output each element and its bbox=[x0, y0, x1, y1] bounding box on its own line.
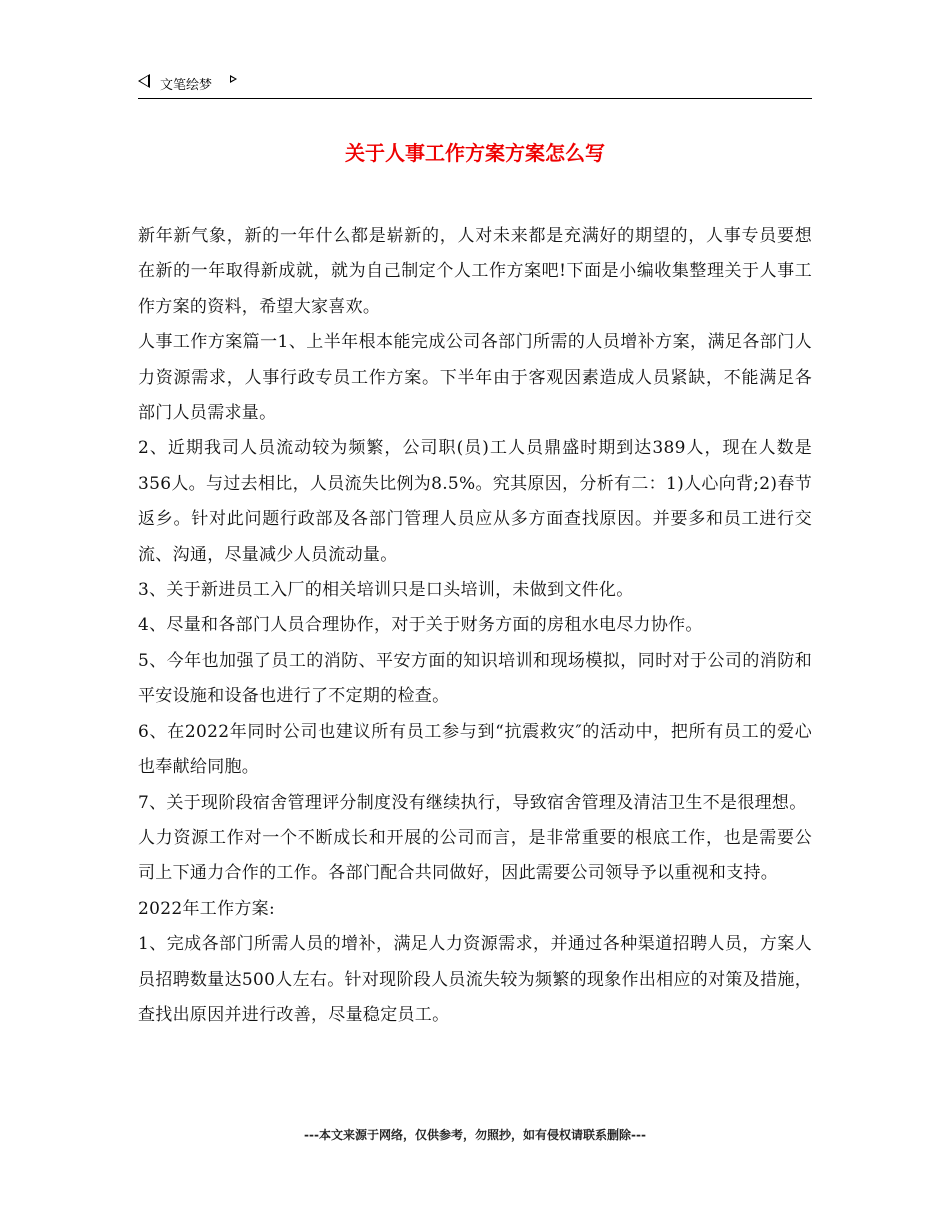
triangle-left-icon bbox=[138, 74, 150, 88]
paragraph: 2022年工作方案: bbox=[138, 898, 275, 919]
footer-disclaimer: ---本文来源于网络，仅供参考，勿照抄，如有侵权请联系删除--- bbox=[304, 1128, 646, 1142]
brand-name: 文笔绘梦 bbox=[160, 78, 213, 93]
paragraph: 6、在2022年同时公司也建议所有员工参与到“抗震救灾″的活动中，把所有员工的爱心也奉献给同胞。 bbox=[138, 721, 812, 778]
paragraph: 人力资源工作对一个不断成长和开展的公司而言，是非常重要的根底工作，也是需要公司上下通力合作的工作。各部门配合共同做好，因此需要公司领导予以重视和支持。 bbox=[138, 827, 812, 884]
page-header bbox=[138, 72, 812, 99]
paragraph: 2、近期我司人员流动较为频繁，公司职(员)工人员鼎盛时期到达389人，现在人数是356人。与过去相比，人员流失比例为8.5%。究其原因，分析有二：1)人心向背;2)春节返乡。针对此问题行政部及各部门管理人员应从多方面查找原因。并要多和员工进行交流、沟通，尽量减少人员流动量。 bbox=[138, 438, 812, 565]
paragraph: 5、今年也加强了员工的消防、平安方面的知识培训和现场模拟，同时对于公司的消防和平安设施和设备也进行了不定期的检查。 bbox=[138, 650, 812, 707]
paragraph: 4、尽量和各部门人员合理协作，对于关于财务方面的房租水电尽力协作。 bbox=[138, 615, 703, 636]
paragraph: 3、关于新进员工入厂的相关培训只是口头培训，未做到文件化。 bbox=[138, 580, 634, 601]
paragraph: 人事工作方案篇一1、上半年根本能完成公司各部门所需的人员增补方案，满足各部门人力资源需求，人事行政专员工作方案。下半年由于客观因素造成人员紧缺，不能满足各部门人员需求量。 bbox=[138, 332, 812, 424]
paragraph: 新年新气象，新的一年什么都是崭新的，人对未来都是充满好的期望的，人事专员要想在新的一年取得新成就，就为自己制定个人工作方案吧!下面是小编收集整理关于人事工作方案的资料，希望大家喜欢。 bbox=[138, 226, 812, 317]
document-body bbox=[138, 219, 812, 1033]
paragraph: 1、完成各部门所需人员的增补，满足人力资源需求，并通过各种渠道招聘人员，方案人员招聘数量达500人左右。针对现阶段人员流失较为频繁的现象作出相应的对策及措施，查找出原因并进行改善，尽量稳定员工。 bbox=[138, 934, 812, 1025]
paragraph: 7、关于现阶段宿舍管理评分制度没有继续执行，导致宿舍管理及清洁卫生不是很理想。 bbox=[138, 792, 807, 813]
document-title: 关于人事工作方案方案怎么写 bbox=[345, 141, 605, 165]
triangle-right-icon bbox=[230, 75, 237, 83]
